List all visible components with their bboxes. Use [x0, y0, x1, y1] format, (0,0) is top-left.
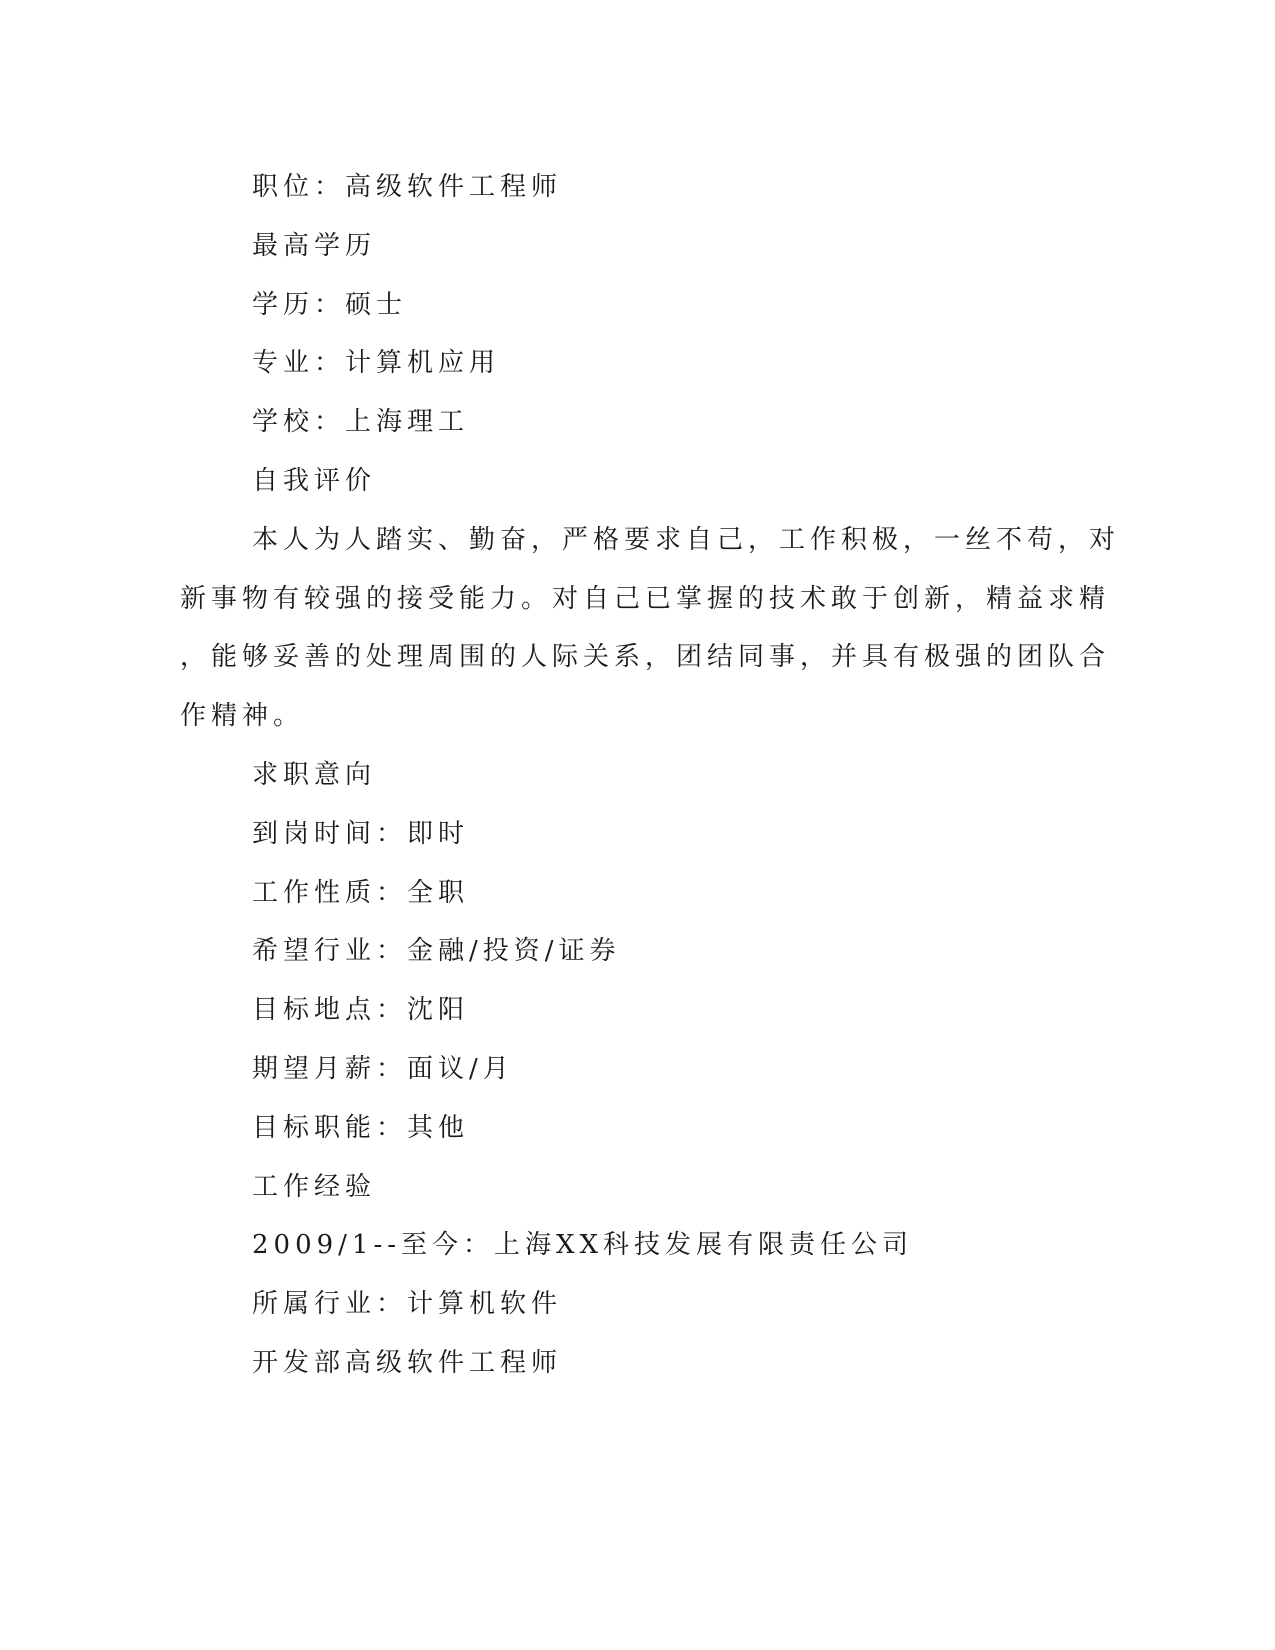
arrival-time-line: 到岗时间：即时 [252, 818, 470, 849]
location-line: 目标地点：沈阳 [252, 995, 470, 1026]
work-title-line: 开发部高级软件工程师 [252, 1347, 563, 1378]
self-eval-line: 作精神。 [180, 701, 305, 732]
work-heading: 工作经验 [252, 1171, 377, 1202]
school-line: 学校：上海理工 [252, 407, 470, 438]
function-line: 目标职能：其他 [252, 1112, 470, 1143]
job-type-line: 工作性质：全职 [252, 877, 470, 908]
self-eval-line: 新事物有较强的接受能力。对自己已掌握的技术敢于创新，精益求精 [180, 583, 1111, 614]
major-line: 专业：计算机应用 [252, 348, 501, 379]
degree-line: 学历：硕士 [252, 289, 408, 320]
self-eval-line: ，能够妥善的处理周围的人际关系，团结同事，并具有极强的团队合 [180, 642, 1111, 673]
industry-line: 希望行业：金融/投资/证券 [252, 936, 621, 967]
self-eval-line: 本人为人踏实、勤奋，严格要求自己，工作积极，一丝不苟，对 [252, 524, 1121, 555]
intent-heading: 求职意向 [252, 759, 377, 790]
work-period-line: 2009/1--至今：上海XX科技发展有限责任公司 [252, 1230, 914, 1261]
work-industry-line: 所属行业：计算机软件 [252, 1289, 563, 1320]
self-eval-paragraph [180, 511, 1121, 746]
education-heading: 最高学历 [252, 230, 377, 261]
salary-line: 期望月薪：面议/月 [252, 1053, 514, 1084]
self-eval-heading: 自我评价 [252, 465, 377, 496]
document-body [180, 158, 1121, 1393]
position-line: 职位：高级软件工程师 [252, 172, 563, 202]
